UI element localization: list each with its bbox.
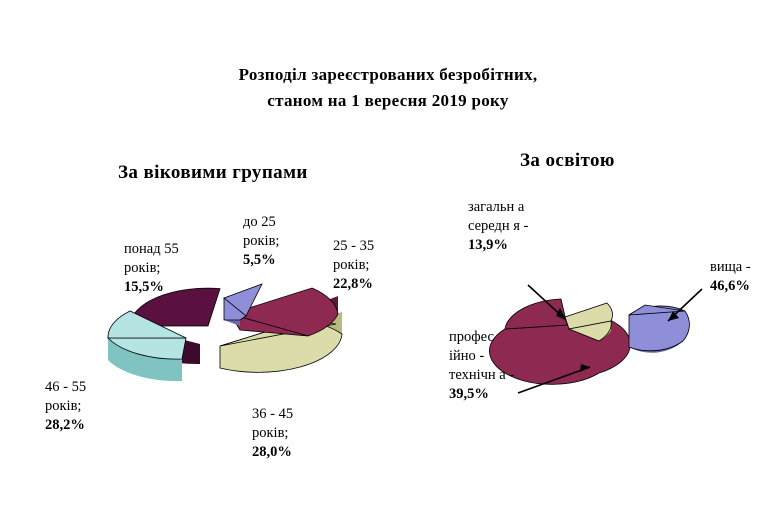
education-label-higher-value: 46,6% [710,278,750,294]
age-label-25-35-value: 22,8% [333,276,373,292]
page-title [0,62,776,114]
page-title-line2: станом на 1 вересня 2019 року [267,91,509,110]
age-label-under25 [243,213,313,270]
age-label-25-35 [333,237,408,294]
age-chart-subtitle: За віковими групами [118,162,308,183]
page-title-line1: Розподіл зареєстрованих безробітних, [238,65,538,84]
age-label-36-45-name: 36 - 45 років; [252,406,294,441]
age-label-36-45-value: 28,0% [252,444,292,460]
age-label-over55-value: 15,5% [124,279,164,295]
age-label-under25-value: 5,5% [243,252,276,268]
age-label-25-35-name: 25 - 35 років; [333,238,375,273]
age-label-46-55-value: 28,2% [45,417,85,433]
age-label-36-45 [252,405,332,462]
education-label-vocational-value: 39,5% [449,386,489,402]
education-label-vocational-name: профес ійно - технічн а - [449,329,515,383]
arrow-higher [668,289,702,321]
age-label-46-55 [45,378,125,435]
age-label-under25-name: до 25 років; [243,214,280,249]
age-pie-chart [90,280,380,420]
education-label-vocational [449,328,515,404]
arrow-general [528,285,566,320]
education-label-general-value: 13,9% [468,237,508,253]
age-label-46-55-name: 46 - 55 років; [45,379,87,414]
education-label-general-name: загальн а середн я - [468,199,529,234]
education-label-higher-name: вища - [710,259,751,275]
education-label-higher [710,258,772,296]
education-chart-subtitle: За освітою [520,150,615,171]
arrow-vocational [518,364,590,393]
age-label-over55-name: понад 55 років; [124,241,179,276]
education-label-general [468,198,536,255]
age-label-over55 [124,240,209,297]
